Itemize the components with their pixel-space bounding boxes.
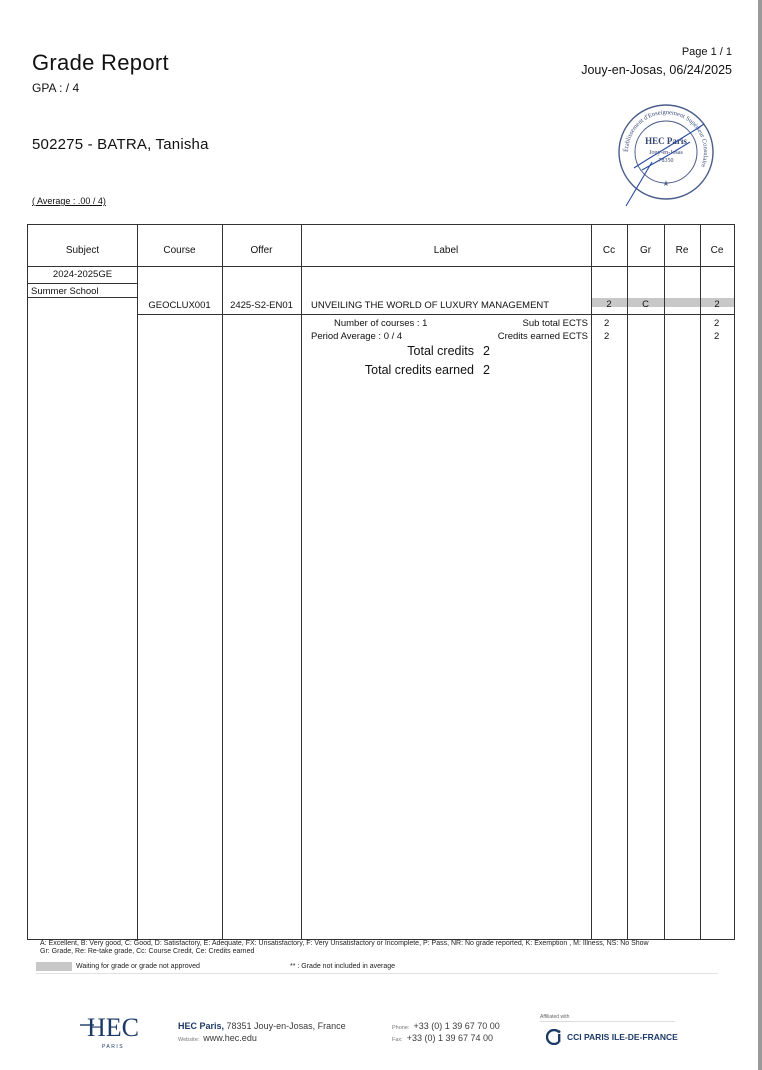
header-re: Re (675, 245, 689, 256)
sub-total-ce: 2 (714, 318, 720, 329)
hec-logo-icon (78, 1010, 148, 1050)
credits-earned-cc: 2 (604, 331, 610, 342)
hec-logo-text: HEC (87, 1013, 139, 1042)
gpa-value: GPA : / 4 (32, 81, 80, 95)
seal-line-2: Jouy-en-Josas (649, 150, 683, 156)
footer-org-name: HEC Paris, (178, 1021, 225, 1031)
legend-line-1: A: Excellent, B: Very good, C: Good, D: Satisfactory, E: Adequate, FX: Unsatisfactory, F: Very Unsatisfactory or Incomplete, P: Pass, NR: No grade reported, K: Exemption , M: Illness, NS: No Show (40, 940, 649, 947)
legend-not-included: ** : Grade not included in average (290, 963, 396, 970)
page-number: Page 1 / 1 (681, 46, 732, 58)
header-offer: Offer (250, 245, 273, 256)
header-course: Course (163, 245, 196, 256)
cci-logo-icon (546, 1029, 564, 1045)
footer-affiliated: Affiliated with (540, 1014, 570, 1020)
footer-affiliated-rule (540, 1021, 675, 1022)
average-value: ( Average : .00 / 4) (32, 196, 106, 206)
course-grade: C (642, 299, 649, 310)
credits-earned-label: Credits earned ECTS (497, 331, 588, 342)
total-credits-label: Total credits (407, 344, 474, 358)
academic-year: 2024-2025GE (52, 269, 113, 280)
period-name: Summer School (31, 286, 99, 297)
header-subject: Subject (65, 245, 100, 256)
footer-org-address: 78351 Jouy-en-Josas, France (224, 1021, 346, 1031)
total-credits-earned-value: 2 (483, 363, 490, 377)
course-ce: 2 (714, 299, 720, 310)
footer-fax-number: +33 (0) 1 39 67 74 00 (406, 1033, 494, 1043)
seal-line-3: 78350 (658, 158, 674, 164)
page-title: Grade Report (32, 50, 169, 75)
official-seal-icon (612, 98, 720, 208)
legend-waiting: Waiting for grade or grade not approved (76, 963, 200, 970)
total-credits-value: 2 (483, 344, 490, 358)
seal-line-1: HEC Paris (645, 136, 687, 146)
number-of-courses: Number of courses : 1 (334, 318, 428, 329)
seal-ring-text: Établissement d'Enseignement Supérieur Consulaire (622, 108, 710, 169)
header-label: Label (433, 245, 459, 256)
course-label: UNVEILING THE WORLD OF LUXURY MANAGEMENT (311, 300, 550, 311)
header-ce: Ce (710, 245, 724, 256)
footer-address (178, 1021, 346, 1031)
course-code: GEOCLUX001 (148, 300, 211, 311)
seal-star: ★ (662, 179, 670, 188)
grade-table (27, 224, 735, 940)
place-date: Jouy-en-Josas, 06/24/2025 (581, 63, 732, 77)
legend-line-2: Gr: Grade, Re: Re-take grade, Cc: Course Credit, Ce: Credits earned (40, 948, 255, 955)
sub-total-cc: 2 (604, 318, 610, 329)
course-cc: 2 (606, 299, 612, 310)
footer-fax-label: Fax: (392, 1037, 403, 1043)
re-shade (665, 298, 700, 307)
footer-cci-name: CCI PARIS ILE-DE-FRANCE (567, 1032, 678, 1042)
period-average: Period Average : 0 / 4 (311, 331, 403, 342)
sub-total-label: Sub total ECTS (522, 318, 588, 329)
footer-website-url[interactable]: www.hec.edu (203, 1033, 257, 1043)
footer-phone-label: Phone: (392, 1025, 410, 1031)
student-name: 502275 - BATRA, Tanisha (32, 136, 209, 153)
course-offer: 2425-S2-EN01 (230, 300, 293, 311)
total-credits-earned-label: Total credits earned (364, 363, 474, 377)
right-page-edge (758, 0, 762, 1070)
header-gr: Gr (639, 245, 652, 256)
credits-earned-ce: 2 (714, 331, 720, 342)
footer-website (178, 1033, 257, 1043)
footer-fax (392, 1033, 493, 1043)
footer-website-label: Website: (178, 1037, 200, 1043)
header-cc: Cc (602, 245, 616, 256)
waiting-swatch (36, 962, 72, 971)
hec-logo-sub: PARIS (101, 1044, 125, 1050)
footer-phone (392, 1021, 500, 1031)
grade-legend (40, 940, 649, 956)
footer-phone-number: +33 (0) 1 39 67 70 00 (413, 1021, 500, 1031)
legend-divider (36, 973, 718, 974)
